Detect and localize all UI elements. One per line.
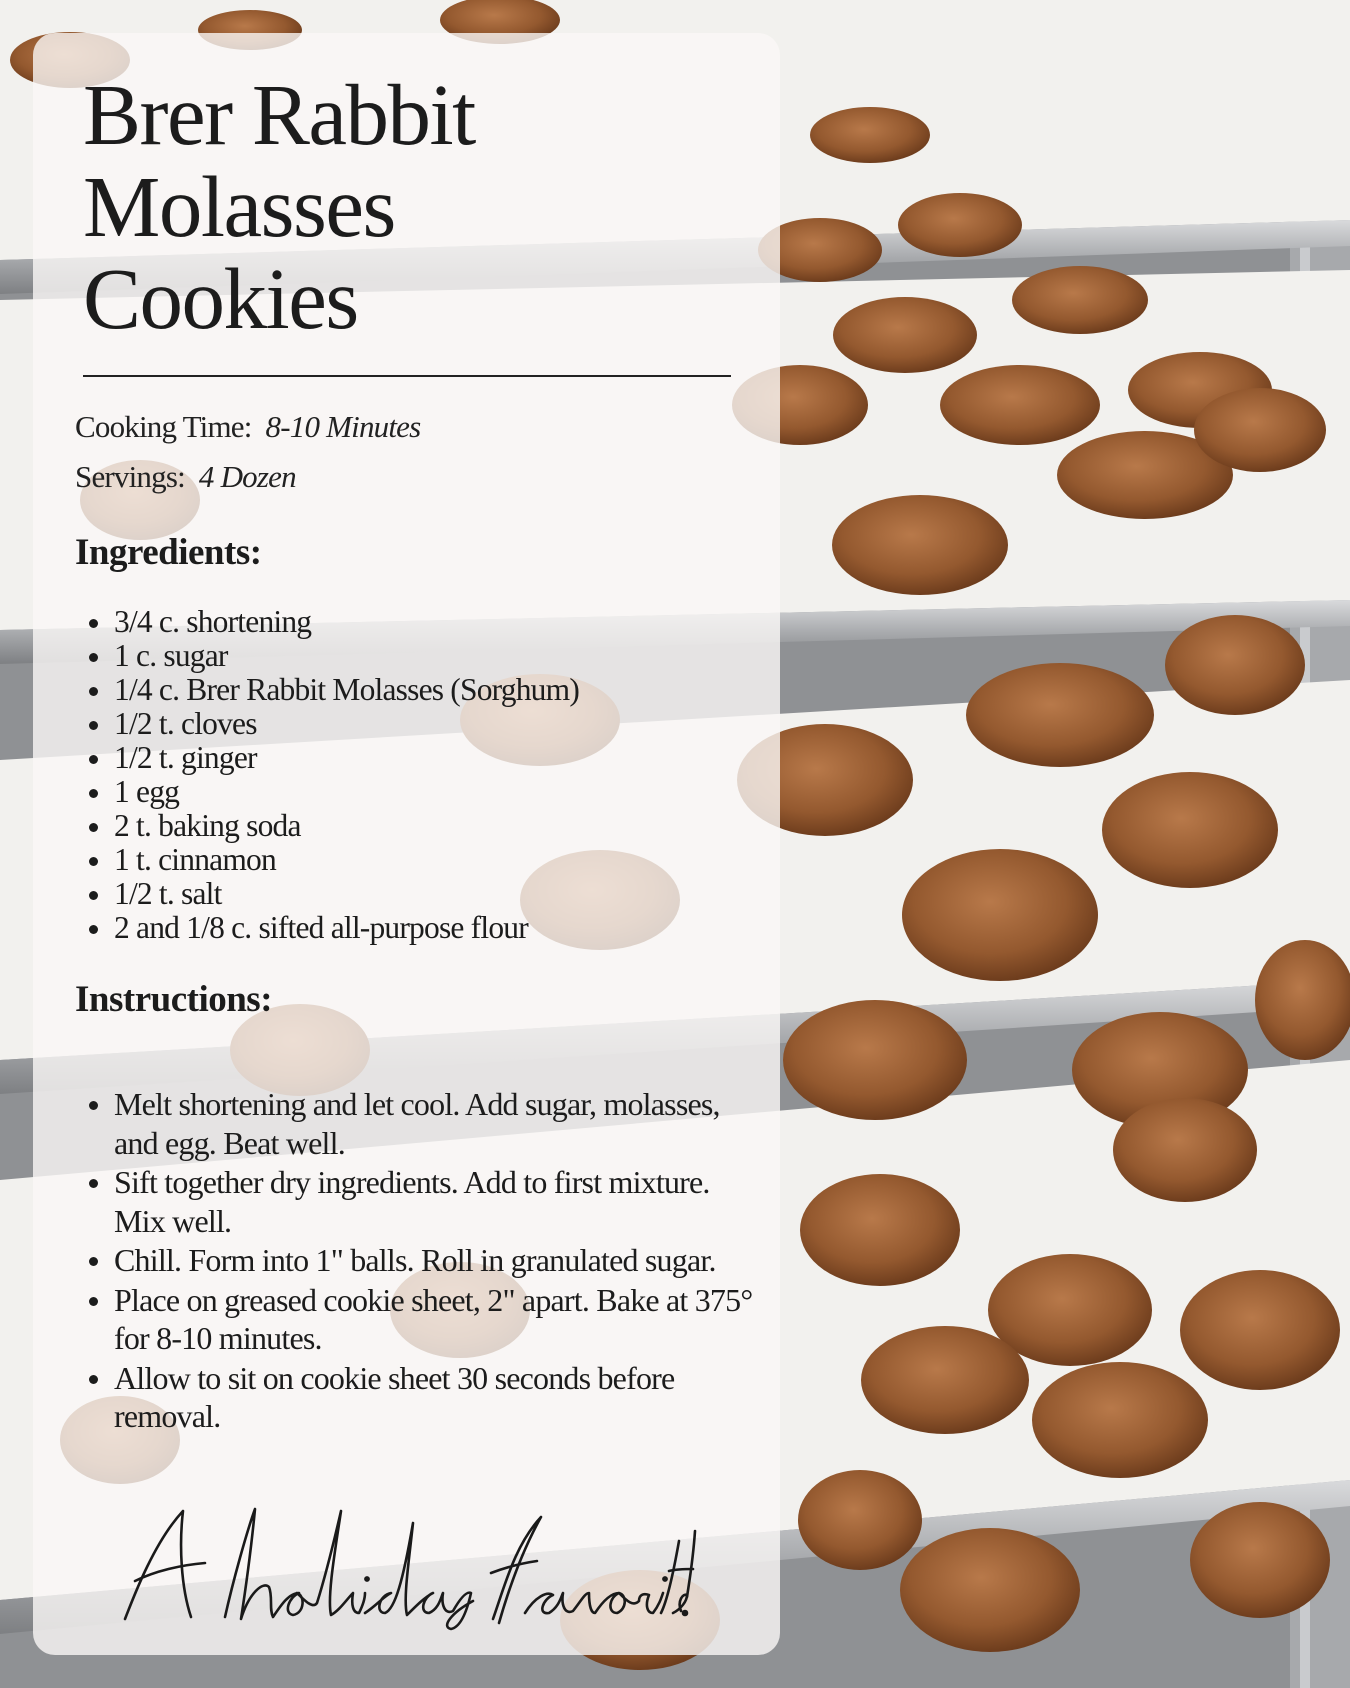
cookie	[1165, 615, 1305, 715]
instructions-heading: Instructions:	[75, 979, 273, 1020]
cookie	[833, 297, 977, 373]
cooking-time-value: 8-10 Minutes	[265, 409, 421, 444]
cookie	[966, 663, 1154, 767]
cookie	[1180, 1270, 1340, 1390]
ingredients-list	[114, 605, 754, 945]
cookie	[900, 1528, 1080, 1652]
cookie	[832, 495, 1008, 595]
cookie	[1113, 1098, 1257, 1202]
cookie	[902, 849, 1098, 981]
title-line: Brer Rabbit	[83, 66, 475, 163]
cookie	[940, 365, 1100, 445]
instruction-step: Place on greased cookie sheet, 2" apart. Bake at 375° for 8-10 minutes.	[114, 1281, 753, 1356]
title-line: Molasses	[83, 158, 395, 255]
cookie	[1012, 266, 1148, 334]
cookie	[1194, 388, 1326, 472]
ingredient-item: 1 egg	[114, 775, 754, 809]
title-divider	[83, 375, 731, 377]
cookie	[810, 107, 930, 163]
ingredient-item: 1 c. sugar	[114, 639, 754, 673]
servings-value: 4 Dozen	[198, 459, 296, 494]
instruction-step: Allow to sit on cookie sheet 30 seconds before removal.	[114, 1359, 754, 1436]
ingredient-item: 2 and 1/8 c. sifted all-purpose flour	[114, 911, 754, 945]
cookie	[800, 1174, 960, 1286]
recipe-card	[33, 33, 780, 1655]
cooking-time-label: Cooking Time:	[75, 409, 252, 444]
ingredient-item: 2 t. baking soda	[114, 809, 754, 843]
ingredient-item: 1/4 c. Brer Rabbit Molasses (Sorghum)	[114, 673, 754, 707]
cookie	[1032, 1362, 1208, 1478]
cooking-time	[75, 409, 420, 445]
cookie	[1102, 772, 1278, 888]
ingredient-item: 3/4 c. shortening	[114, 605, 754, 639]
cookie	[798, 1470, 922, 1570]
cookie	[783, 1000, 967, 1120]
instruction-step: Melt shortening and let cool. Add sugar, molasses, and egg. Beat well.	[114, 1085, 754, 1162]
servings-label: Servings:	[75, 459, 185, 494]
instruction-step: Chill. Form into 1" balls. Roll in granulated sugar.	[114, 1241, 754, 1280]
servings	[75, 459, 296, 495]
cookie	[1190, 1502, 1330, 1618]
ingredients-heading: Ingredients:	[75, 532, 262, 573]
ingredient-item: 1 t. cinnamon	[114, 843, 754, 877]
ingredient-item: 1/2 t. ginger	[114, 741, 754, 775]
instructions-list	[114, 1085, 754, 1437]
instruction-step: Sift together dry ingredients. Add to first mixture. Mix well.	[114, 1163, 754, 1240]
title-line: Cookies	[83, 250, 358, 347]
cookie	[898, 193, 1022, 257]
cookie	[861, 1326, 1029, 1434]
recipe-title	[83, 66, 723, 347]
ingredient-item: 1/2 t. salt	[114, 877, 754, 911]
ingredient-item: 1/2 t. cloves	[114, 707, 754, 741]
handwritten-tagline	[121, 1501, 701, 1631]
